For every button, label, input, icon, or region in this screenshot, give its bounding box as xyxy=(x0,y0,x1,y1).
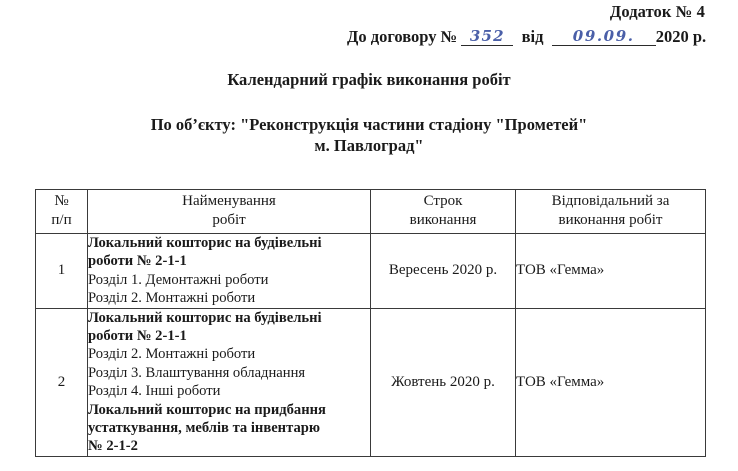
work-name-line: роботи № 2-1-1 xyxy=(88,253,187,270)
row-number-cell: 1 xyxy=(36,234,88,309)
page-title: Календарний графік виконання робіт xyxy=(227,70,511,89)
column-header-term xyxy=(371,190,516,234)
work-name-line: Локальний кошторис на будівельні xyxy=(88,235,322,251)
column-header-responsible-line-2: виконання робіт xyxy=(558,212,663,228)
responsible-cell: ТОВ «Гемма» xyxy=(516,234,706,309)
appendix-label: Додаток № 4 xyxy=(609,2,705,21)
work-name-line: Розділ 2. Монтажні роботи xyxy=(88,290,256,307)
schedule-table xyxy=(35,189,706,457)
work-name-line: Локальний кошторис на будівельні xyxy=(88,309,322,326)
column-header-term-line-2: виконання xyxy=(409,212,477,228)
work-name-line: роботи № 2-1-1 xyxy=(88,328,187,345)
work-name-cell xyxy=(88,308,371,456)
column-header-number xyxy=(36,190,88,234)
column-header-term-line-1: Строк xyxy=(423,193,463,209)
work-name-line: Розділ 3. Влаштування обладнання xyxy=(88,364,306,381)
term-cell: Вересень 2020 р. xyxy=(371,234,516,309)
table-body xyxy=(36,234,706,457)
table-header-row xyxy=(36,190,706,234)
column-header-name-line-2: робіт xyxy=(212,212,246,228)
work-name-line: Розділ 1. Демонтажні роботи xyxy=(88,271,269,288)
column-header-name-line-1: Найменування xyxy=(182,193,276,209)
contract-reference-line xyxy=(347,27,706,47)
column-header-responsible-line-1: Відповідальний за xyxy=(551,193,670,209)
contract-prefix-label: До договору № xyxy=(347,27,462,46)
column-header-number-line-1: № xyxy=(54,193,69,209)
object-subtitle-line-2: м. Павлоград" xyxy=(314,136,424,155)
work-name-line: Розділ 2. Монтажні роботи xyxy=(88,346,256,363)
work-name-line: № 2-1-2 xyxy=(88,438,138,455)
contract-number-field[interactable]: 352 xyxy=(461,27,513,46)
term-cell: Жовтень 2020 р. xyxy=(371,308,516,456)
work-name-line: Локальний кошторис на придбання xyxy=(88,401,326,418)
column-header-number-line-2: п/п xyxy=(51,212,72,228)
contract-date-preposition-label: від xyxy=(513,27,552,46)
row-number-cell: 2 xyxy=(36,308,88,456)
contract-date-field[interactable]: 09.09. xyxy=(552,27,656,46)
work-name-line: устаткування, меблів та інвентарю xyxy=(88,420,321,437)
work-name-line: Розділ 4. Інші роботи xyxy=(88,383,221,400)
column-header-name xyxy=(88,190,371,234)
responsible-cell: ТОВ «Гемма» xyxy=(516,308,706,456)
object-subtitle xyxy=(0,114,738,156)
contract-year-label: 2020 р. xyxy=(655,27,707,46)
table-row xyxy=(36,234,706,309)
table-row xyxy=(36,308,706,456)
column-header-responsible xyxy=(516,190,706,234)
work-name-cell xyxy=(88,234,371,309)
object-subtitle-line-1: По об’єкту: "Реконструкція частини стадіону "Прометей" xyxy=(150,115,588,134)
